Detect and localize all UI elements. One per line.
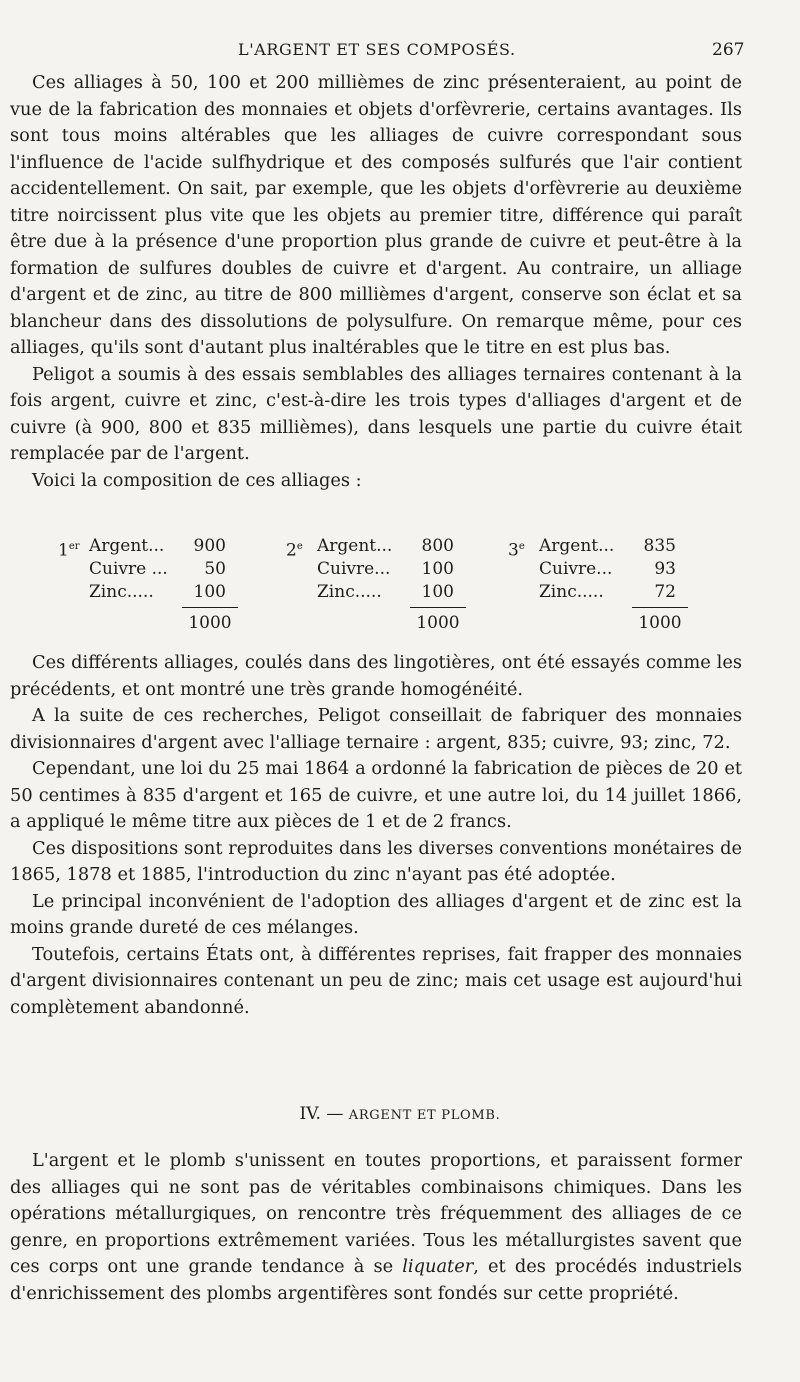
text-block-middle (10, 650, 742, 1021)
component-value: 100 (421, 582, 454, 602)
paragraph: Cependant, une loi du 25 mai 1864 a ordonné la fabrication de pièces de 20 et 50 centimes à 835 d'argent et 165 de cuivre, et une autre loi, du 14 juillet 1866, a appliqué le même titre aux pièces de 1 et de 2 francs. (10, 758, 742, 832)
alloy-row (286, 558, 476, 581)
text-block-top (10, 70, 742, 494)
component-label: Argent... (317, 536, 393, 556)
paragraph: Peligot a soumis à des essais semblables des alliages ternaires contenant à la fois argent, cuivre et zinc, c'est-à-dire les trois types d'alliages d'argent et de cuivre (à 900, 800 et 835 millièmes), dans lesquels une partie du cuivre était remplacée par de l'argent. (10, 363, 742, 464)
alloy-row (286, 535, 476, 561)
component-label: Argent... (539, 536, 615, 556)
alloy-row (508, 535, 698, 561)
component-value: 72 (654, 582, 676, 602)
component-label: Zinc..... (89, 582, 154, 602)
section-title: ARGENT ET PLOMB. (348, 1108, 501, 1123)
alloy-row (286, 581, 476, 604)
alloy-number: 1er (58, 540, 80, 561)
alloy-total: 1000 (632, 607, 688, 635)
section-number: IV. (299, 1104, 321, 1124)
component-label: Argent... (89, 536, 165, 556)
component-value: 93 (654, 559, 676, 579)
text-block-bottom (10, 1148, 742, 1307)
paragraph: Voici la composition de ces alliages : (32, 469, 362, 491)
alloy-total: 1000 (410, 607, 466, 635)
alloy-total: 1000 (182, 607, 238, 635)
alloy-composition-table (58, 535, 698, 635)
paragraph: Le principal inconvénient de l'adoption des alliages d'argent et de zinc est la moins grande dureté de ces mélanges. (10, 890, 742, 938)
alloy-column-2 (286, 535, 476, 633)
component-value: 900 (193, 536, 226, 556)
alloy-number: 3e (508, 540, 525, 561)
alloy-row (508, 558, 698, 581)
component-label: Zinc..... (539, 582, 604, 602)
paragraph: Ces différents alliages, coulés dans des lingotières, ont été essayés comme les précédents, et ont montré une très grande homogénéité. (10, 652, 742, 700)
alloy-row (508, 581, 698, 604)
paragraph: Ces dispositions sont reproduites dans les diverses conventions monétaires de 1865, 1878 et 1885, l'introduction du zinc n'ayant pas été adoptée. (10, 837, 742, 885)
component-value: 100 (421, 559, 454, 579)
alloy-column-1 (58, 535, 248, 633)
section-heading (0, 1104, 800, 1124)
paragraph: Toutefois, certains États ont, à différentes reprises, fait frapper des monnaies d'argent divisionnaires contenant un peu de zinc; mais cet usage est aujourd'hui complètement abandonné. (10, 943, 742, 1018)
component-label: Cuivre... (539, 559, 613, 579)
running-title: L'ARGENT ET SES COMPOSÉS. (238, 40, 516, 59)
alloy-row (58, 535, 248, 561)
alloy-row (58, 581, 248, 604)
component-label: Cuivre ... (89, 559, 168, 579)
paragraph: Ces alliages à 50, 100 et 200 millièmes de zinc présenteraient, au point de vue de la fabrication des monnaies et objets d'orfèvrerie, certains avantages. Ils sont tous moins altérables que les alliages de cuivre correspondant sous l'influence de l'acide sulfhydrique et des composés sulfurés que l'air contient accidentellement. On sait, par exemple, que les objets d'orfèvrerie au deuxième titre noircissent plus vite que les objets au premier titre, différence qui paraît être due à la présence d'une proportion plus grande de cuivre et peut-être à la formation de sulfures doubles de cuivre et d'argent. Au contraire, un alliage d'argent et de zinc, au titre de 800 millièmes d'argent, conserve son éclat et sa blancheur dans des dissolutions de polysulfure. On remarque même, pour ces alliages, qu'ils sont d'autant plus inaltérables que le titre en est plus bas. (10, 72, 742, 358)
alloy-column-3 (508, 535, 698, 633)
emphasized-term: liquater (402, 1256, 474, 1277)
page-number: 267 (712, 40, 745, 60)
component-value: 100 (193, 582, 226, 602)
component-label: Zinc..... (317, 582, 382, 602)
page-header (0, 40, 800, 66)
paragraph: L'argent et le plomb s'unissent en toutes proportions, et paraissent former des alliages qui ne sont pas de véritables combinaisons chimiques. Dans les opérations métallurgiques, on rencontre très fréquemment des alliages de ce genre, en proportions extrêmement variées. Tous les métallurgistes savent que ces corps ont une grande tendance à se liquater, et des procédés industriels d'enrichissement des plombs argentifères sont fondés sur cette propriété. (10, 1150, 743, 1304)
component-value: 800 (421, 536, 454, 556)
alloy-row (58, 558, 248, 581)
component-label: Cuivre... (317, 559, 391, 579)
paragraph: A la suite de ces recherches, Peligot conseillait de fabriquer des monnaies divisionnaires d'argent avec l'alliage ternaire : argent, 835; cuivre, 93; zinc, 72. (10, 705, 742, 753)
alloy-number: 2e (286, 540, 303, 561)
section-dash: — (326, 1104, 344, 1124)
component-value: 835 (643, 536, 676, 556)
component-value: 50 (204, 559, 226, 579)
